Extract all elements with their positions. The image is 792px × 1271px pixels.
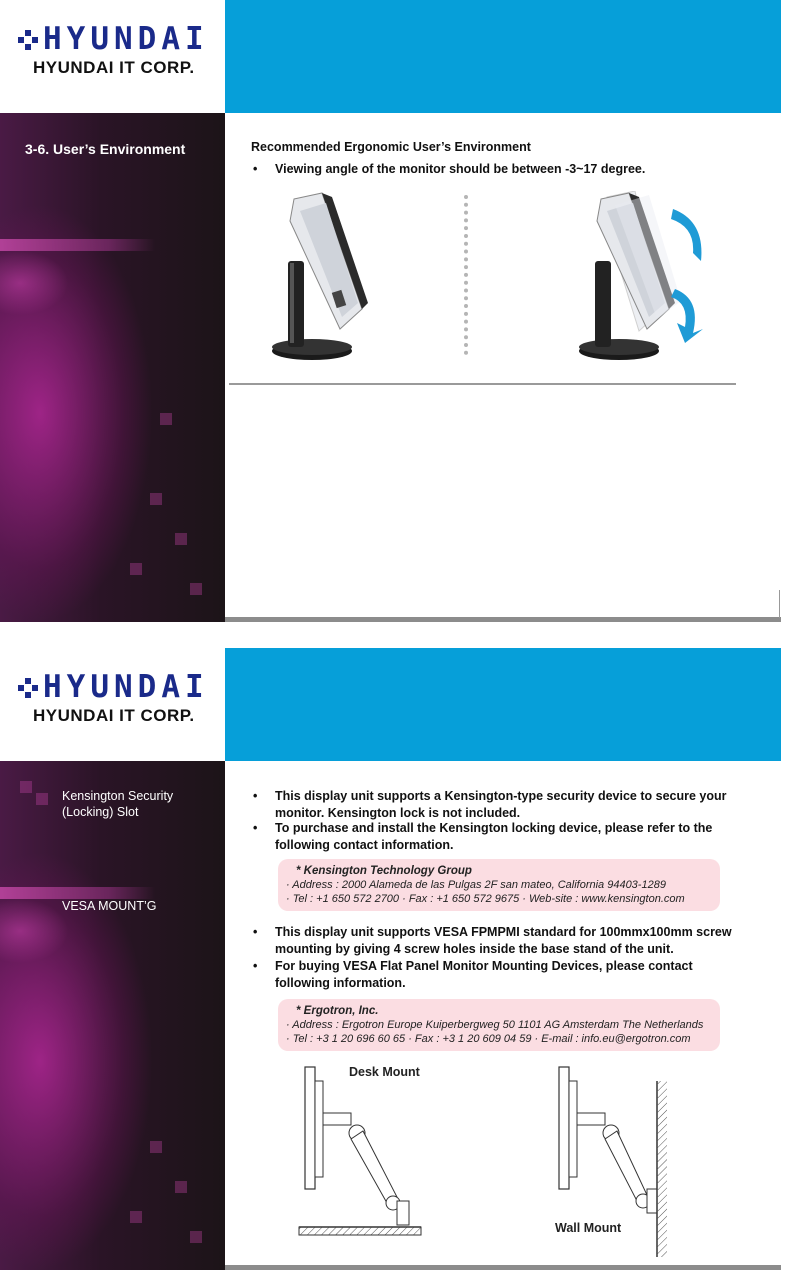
manual-page-mounting [0,648,792,1270]
contact-details: · Tel : +1 650 572 2700 · Fax : +1 650 572 9675 · Web-site : www.kensington.com [286,893,685,905]
logo-mark-icon [18,678,38,698]
monitor-tilt-icon [577,191,717,363]
list-item: • For buying VESA Flat Panel Monitor Mounting Devices, please contact following information. [253,959,693,990]
contact-address: · Address : 2000 Alameda de las Pulgas 2F san mateo, California 94403-1289 [286,879,666,891]
wall-mount-label: Wall Mount [555,1221,622,1235]
brand-logo [0,0,225,113]
page-footer-rule [225,617,781,622]
contact-details: · Tel : +3 1 20 696 60 65 · Fax : +3 1 20 609 04 59 · E-mail : info.eu@ergotron.com [286,1033,691,1045]
brand-logo [0,648,225,761]
divider [229,383,736,385]
manual-page-environment [0,0,792,622]
list-item: • This display unit supports VESA FPMPMI standard for 100mmx100mm screw mounting by giving 4 screw holes inside the base stand of the unit. [253,925,732,956]
desk-mount-label: Desk Mount [349,1065,420,1079]
side-panel [0,761,225,1270]
header-banner [225,0,781,113]
logo-mark-icon [18,30,38,50]
list-item: • Viewing angle of the monitor should be between -3~17 degree. [253,162,646,176]
logo-subtitle: HYUNDAI IT CORP. [33,706,195,725]
logo-wordmark: HYUNDAI [43,669,209,705]
ergotron-contact-box [278,999,720,1051]
logo-subtitle: HYUNDAI IT CORP. [33,58,195,77]
logo-wordmark: HYUNDAI [43,21,209,57]
side-label-vesa: VESA MOUNT’G [62,899,157,913]
divider [464,195,468,355]
page-footer-rule [225,1265,781,1270]
tilt-arrow-icon [671,209,703,343]
side-label-kensington: Kensington Security (Locking) Slot [62,789,174,819]
content-area [225,113,781,622]
section-heading: Recommended Ergonomic User’s Environment [251,140,531,154]
list-item: • This display unit supports a Kensington-type security device to secure your monitor. Kensington lock is not included. [253,789,727,820]
desk-mount-icon [297,1061,427,1241]
contact-address: · Address : Ergotron Europe Kuiperbergweg 50 1101 AG Amsterdam The Netherlands [286,1019,704,1031]
section-title: 3-6. User’s Environment [25,141,186,157]
header-banner [225,648,781,761]
monitor-side-icon [270,191,380,363]
contact-title: * Ergotron, Inc. [296,1005,379,1017]
content-area [225,761,781,1270]
list-item: • To purchase and install the Kensington locking device, please refer to the following contact information. [253,821,713,852]
side-panel [0,113,225,622]
contact-title: * Kensington Technology Group [296,865,472,877]
kensington-contact-box [278,859,720,911]
